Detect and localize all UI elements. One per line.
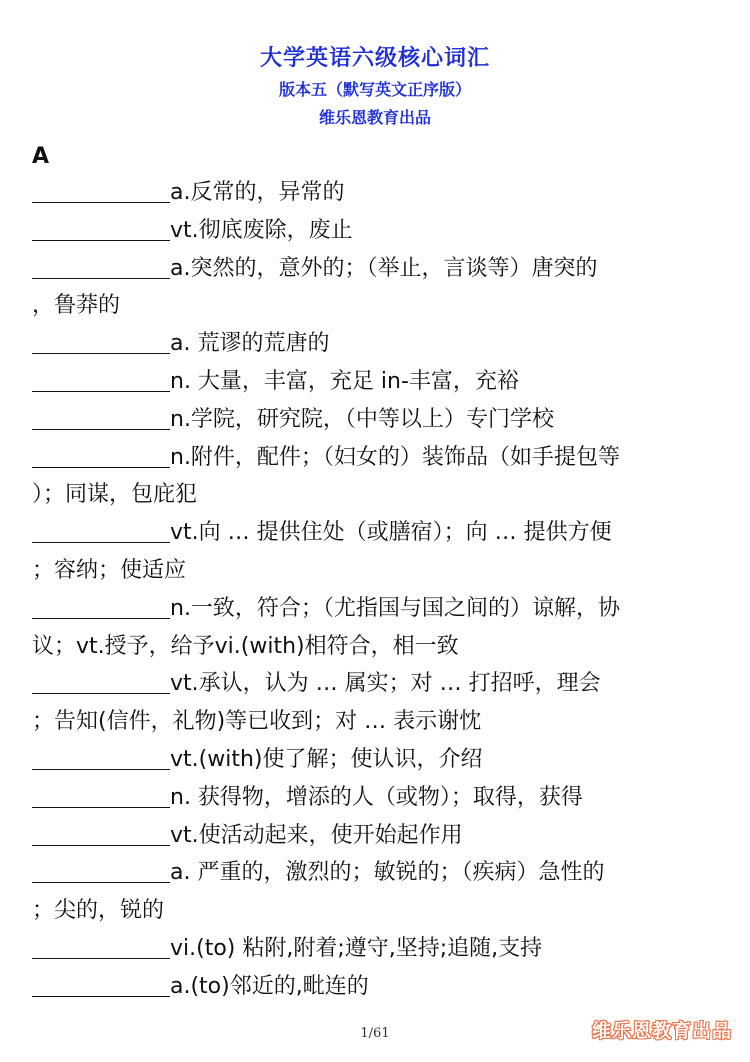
answer-blank[interactable] [32,667,170,694]
definition-text: a. 荒谬的荒唐的 [170,331,330,357]
definition-continuation: ；尖的，锐的 [32,898,165,924]
answer-blank[interactable] [32,214,170,241]
definition-text: n. 获得物，增添的人（或物）；取得，获得 [170,784,583,810]
definition-text: vt.向 … 提供住处（或膳宿）；向 … 提供方便 [170,520,612,546]
definition-text: n.一致，符合；（尤指国与国之间的）谅解，协 [170,595,620,621]
definition-text: a.反常的，异常的 [170,180,345,205]
answer-blank[interactable] [32,819,170,846]
definition-text: a.(to)邻近的,毗连的 [170,973,369,999]
document-title: 大学英语六级核心词汇 [259,46,490,71]
answer-blank[interactable] [32,327,170,354]
definition-text: n.学院，研究院，（中等以上）专门学校 [170,406,554,432]
answer-blank[interactable] [32,365,170,392]
definition-continuation: ，鲁莽的 [32,293,121,319]
vocab-entry [32,779,722,817]
answer-blank[interactable] [32,516,170,543]
vocab-entry [32,439,722,515]
definition-continuation: ）；同谋，包庇犯 [32,482,198,508]
definition-text: vt.彻底废除，废止 [170,217,353,243]
vocab-entry [32,212,722,250]
section-letter: A [32,144,50,169]
answer-blank[interactable] [32,403,170,430]
definition-text: n.附件，配件；（妇女的）装饰品（如手提包等 [170,444,620,470]
definition-text: vi.(to) 粘附,附着;遵守,坚持;追随,支持 [170,935,543,961]
definition-continuation: ；容纳；使适应 [32,557,187,583]
vocab-entry [32,817,722,855]
vocab-entry [32,968,722,1006]
page-number: 1/61 [360,1026,390,1041]
vocab-entry [32,250,722,326]
publisher-line: 维乐恩教育出品 [318,108,431,127]
answer-blank[interactable] [32,781,170,808]
document-header [0,42,750,132]
definition-text: vt.使活动起来，使开始起作用 [170,822,463,848]
vocab-entry [32,590,722,666]
answer-blank[interactable] [32,970,170,997]
definition-continuation: ；告知(信件，礼物)等已收到；对 … 表示谢忱 [32,709,482,735]
definition-text: vt.承认，认为 … 属实；对 … 打招呼，理会 [170,671,601,697]
definition-text: n. 大量，丰富，充足 in-丰富，充裕 [170,368,519,394]
vocab-entry [32,401,722,439]
answer-blank[interactable] [32,743,170,770]
vocabulary-list [32,174,722,1006]
answer-blank[interactable] [32,176,170,203]
vocab-entry [32,930,722,968]
vocab-entry [32,363,722,401]
vocab-entry [32,514,722,590]
vocab-entry [32,854,722,930]
document-subtitle: 版本五（默写英文正序版） [278,80,471,99]
vocab-entry [32,174,722,212]
answer-blank[interactable] [32,441,170,468]
definition-text: vt.(with)使了解；使认识，介绍 [170,746,483,772]
vocab-entry [32,665,722,741]
definition-text: a. 严重的，激烈的；敏锐的；（疾病）急性的 [170,860,605,886]
watermark-logo: 维乐恩教育出品 [591,1020,732,1042]
answer-blank[interactable] [32,856,170,883]
vocab-entry [32,741,722,779]
answer-blank[interactable] [32,252,170,279]
answer-blank[interactable] [32,592,170,619]
definition-text: a.突然的，意外的；（举止，言谈等）唐突的 [170,255,598,281]
answer-blank[interactable] [32,932,170,959]
definition-continuation: 议；vt.授予，给予vi.(with)相符合，相一致 [32,633,459,659]
vocab-entry [32,325,722,363]
